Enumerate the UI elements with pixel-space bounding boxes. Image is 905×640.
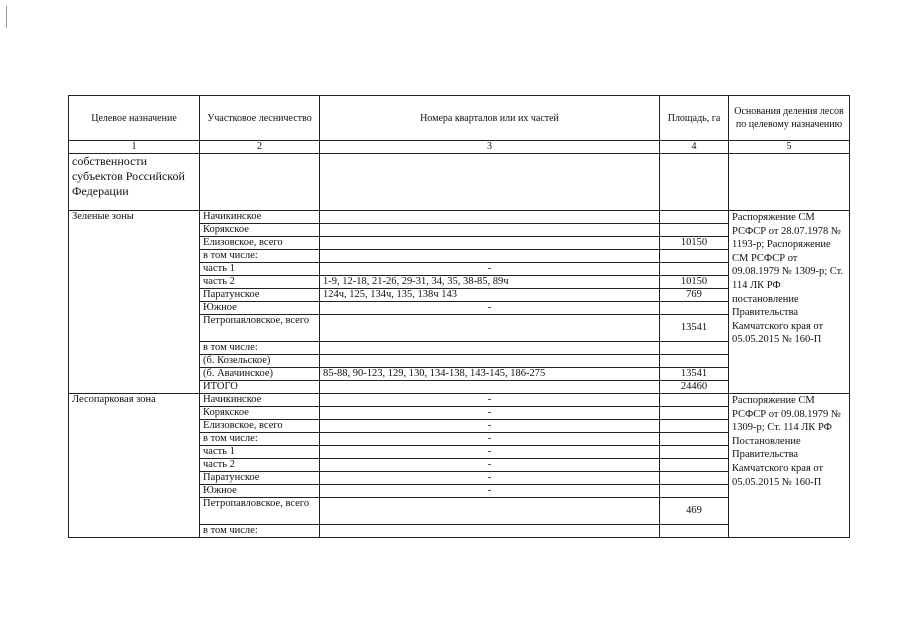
empty-cell	[320, 154, 660, 211]
forestry-name: Корякское	[200, 224, 320, 237]
forestry-name: часть 1	[200, 446, 320, 459]
continuation-purpose: собственности субъектов Российской Федерации	[69, 154, 200, 211]
basis-green-zones: Распоряжение СМ РСФСР от 28.07.1978 № 1193-р; Распоряжение СМ РСФСР от 09.08.1979 № 1309-р; Ст. 114 ЛК РФ постановление Правительства Камчатского края от 05.05.2015 № 160-П	[729, 211, 850, 394]
quarters-cell: 1-9, 12-18, 21-26, 29-31, 34, 35, 38-85, 89ч	[320, 276, 660, 289]
quarters-cell: -	[320, 485, 660, 498]
area-cell	[660, 459, 729, 472]
forestry-name: в том числе:	[200, 525, 320, 538]
quarters-cell	[320, 342, 660, 355]
area-cell	[660, 263, 729, 276]
forestry-name: часть 1	[200, 263, 320, 276]
area-cell	[660, 472, 729, 485]
header-basis: Основания деления лесов по целевому назначению	[729, 96, 850, 141]
empty-cell	[660, 154, 729, 211]
quarters-cell	[320, 381, 660, 394]
column-number: 3	[320, 141, 660, 154]
header-forestry: Участковое лесничество	[200, 96, 320, 141]
column-number-row	[69, 141, 850, 154]
table-row	[69, 211, 850, 224]
forestry-name: Петропавловское, всего	[200, 315, 320, 342]
area-cell	[660, 224, 729, 237]
quarters-cell	[320, 250, 660, 263]
forestry-name: (б. Авачинское)	[200, 368, 320, 381]
quarters-cell: -	[320, 433, 660, 446]
forestry-name: Южное	[200, 302, 320, 315]
quarters-cell: -	[320, 459, 660, 472]
forestry-name: Южное	[200, 485, 320, 498]
area-cell	[660, 525, 729, 538]
total-area: 24460	[660, 381, 729, 394]
forestry-name: Паратунское	[200, 289, 320, 302]
forestry-name: Начикинское	[200, 394, 320, 407]
area-cell: 10150	[660, 237, 729, 250]
basis-forest-park-zone: Распоряжение СМ РСФСР от 09.08.1979 № 1309-р; Ст. 114 ЛК РФ Постановление Правительства Камчатского края от 05.05.2015 № 160-П	[729, 394, 850, 538]
column-number: 4	[660, 141, 729, 154]
header-quarters: Номера кварталов или их частей	[320, 96, 660, 141]
area-cell: 13541	[660, 315, 729, 342]
area-cell: 13541	[660, 368, 729, 381]
continuation-row	[69, 154, 850, 211]
quarters-cell	[320, 224, 660, 237]
area-cell	[660, 420, 729, 433]
forestry-name: в том числе:	[200, 342, 320, 355]
quarters-cell: -	[320, 302, 660, 315]
header-area: Площадь, га	[660, 96, 729, 141]
area-cell: 469	[660, 498, 729, 525]
area-cell	[660, 342, 729, 355]
column-number: 5	[729, 141, 850, 154]
quarters-cell	[320, 525, 660, 538]
forestry-name: Елизовское, всего	[200, 420, 320, 433]
area-cell	[660, 433, 729, 446]
forestry-name: Корякское	[200, 407, 320, 420]
quarters-cell	[320, 498, 660, 525]
quarters-cell: -	[320, 394, 660, 407]
quarters-cell: 85-88, 90-123, 129, 130, 134-138, 143-145, 186-275	[320, 368, 660, 381]
forestry-name: в том числе:	[200, 250, 320, 263]
quarters-cell	[320, 237, 660, 250]
area-cell	[660, 250, 729, 263]
empty-cell	[200, 154, 320, 211]
empty-cell	[729, 154, 850, 211]
purpose-green-zones: Зеленые зоны	[69, 211, 200, 394]
area-cell	[660, 394, 729, 407]
forestry-name: Петропавловское, всего	[200, 498, 320, 525]
forestry-name: (б. Козельское)	[200, 355, 320, 368]
quarters-cell	[320, 211, 660, 224]
quarters-cell: -	[320, 472, 660, 485]
column-number: 1	[69, 141, 200, 154]
forestry-name: Елизовское, всего	[200, 237, 320, 250]
forestry-name: часть 2	[200, 276, 320, 289]
area-cell	[660, 355, 729, 368]
quarters-cell: -	[320, 263, 660, 276]
area-cell	[660, 485, 729, 498]
area-cell: 769	[660, 289, 729, 302]
column-number: 2	[200, 141, 320, 154]
forestry-name: Начикинское	[200, 211, 320, 224]
table-row	[69, 394, 850, 407]
area-cell	[660, 446, 729, 459]
forest-purpose-table	[68, 95, 850, 538]
margin-mark	[6, 6, 7, 28]
quarters-cell	[320, 315, 660, 342]
forestry-name: часть 2	[200, 459, 320, 472]
area-cell	[660, 407, 729, 420]
purpose-forest-park-zone: Лесопарковая зона	[69, 394, 200, 538]
quarters-cell: -	[320, 420, 660, 433]
header-purpose: Целевое назначение	[69, 96, 200, 141]
total-label: ИТОГО	[200, 381, 320, 394]
forestry-name: в том числе:	[200, 433, 320, 446]
quarters-cell: -	[320, 446, 660, 459]
quarters-cell	[320, 355, 660, 368]
header-row	[69, 96, 850, 141]
quarters-cell: 124ч, 125, 134ч, 135, 138ч 143	[320, 289, 660, 302]
area-cell: 10150	[660, 276, 729, 289]
area-cell	[660, 302, 729, 315]
area-cell	[660, 211, 729, 224]
quarters-cell: -	[320, 407, 660, 420]
forestry-name: Паратунское	[200, 472, 320, 485]
